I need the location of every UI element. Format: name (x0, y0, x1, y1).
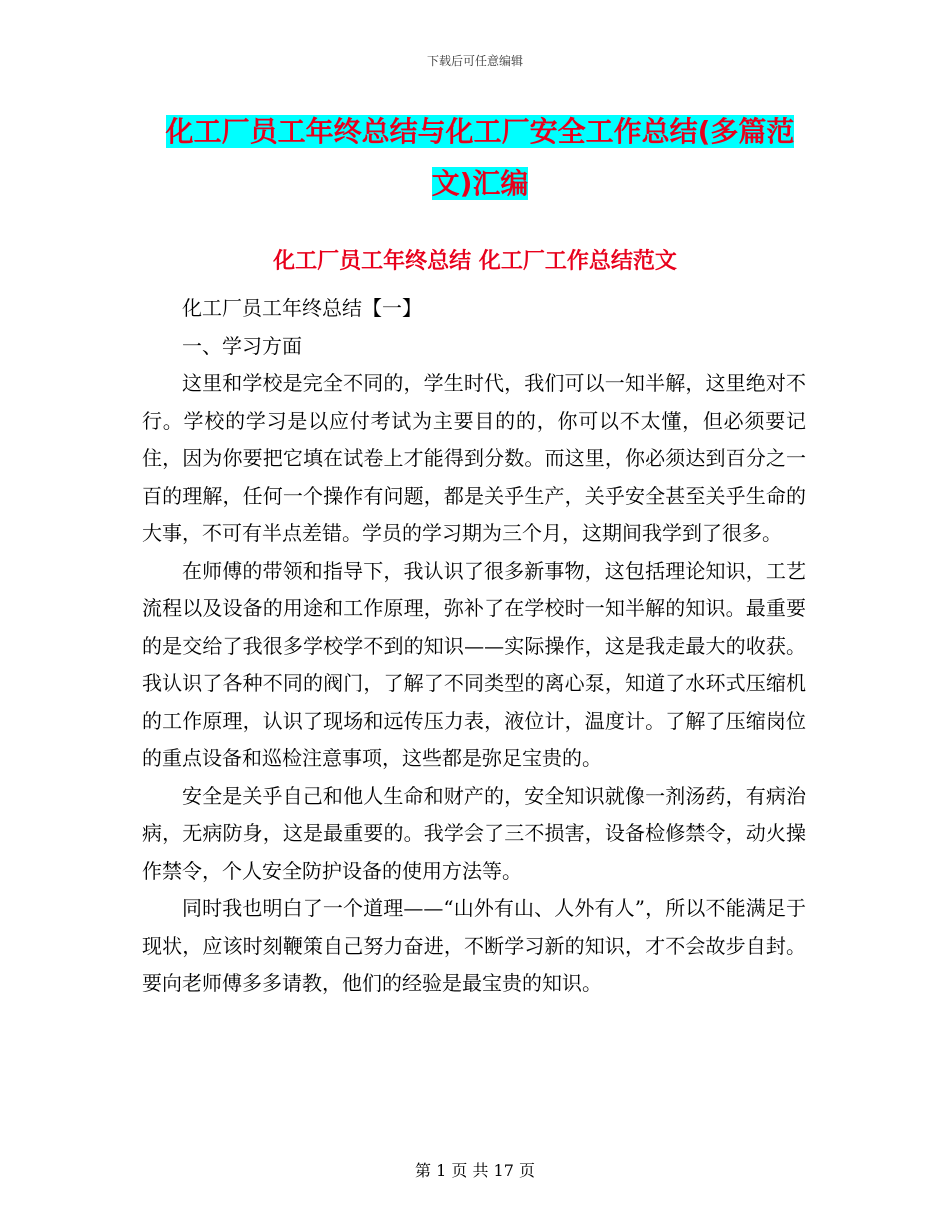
body-paragraph: 这里和学校是完全不同的，学生时代，我们可以一知半解，这里绝对不行。学校的学习是以应付考试为主要目的的，你可以不太懂，但必须要记住，因为你要把它填在试卷上才能得到分数。而这里，你必须达到百分之一百的理解，任何一个操作有问题，都是关乎生产，关乎安全甚至关乎生命的大事，不可有半点差错。学员的学习期为三个月，这期间我学到了很多。 (142, 371, 806, 545)
document-title (140, 106, 820, 210)
body-paragraph: 在师傅的带领和指导下，我认识了很多新事物，这包括理论知识，工艺流程以及设备的用途和工作原理，弥补了在学校时一知半解的知识。最重要的是交给了我很多学校学不到的知识——实际操作，这是我走最大的收获。我认识了各种不同的阀门，了解了不同类型的离心泵，知道了水环式压缩机的工作原理，认识了现场和远传压力表，液位计，温度计。了解了压缩岗位的重点设备和巡检注意事项，这些都是弥足宝贵的。 (142, 558, 806, 770)
document-body (142, 290, 806, 1003)
document-title-line1: 化工厂员工年终总结与化工厂安全工作总结(多篇范 (165, 115, 795, 148)
page-number: 第 1 页 共 17 页 (415, 1161, 535, 1180)
subsection-heading: 一、学习方面 (182, 333, 302, 358)
header-note: 下载后可任意编辑 (426, 54, 523, 68)
document-title-line2: 文)汇编 (431, 167, 529, 200)
document-subtitle: 化工厂员工年终总结 化工厂工作总结范文 (273, 249, 677, 274)
section-heading: 化工厂员工年终总结【一】 (182, 296, 422, 320)
body-paragraph: 安全是关乎自己和他人生命和财产的，安全知识就像一剂汤药，有病治病，无病防身，这是最重要的。我学会了三不损害，设备检修禁令，动火操作禁令，个人安全防护设备的使用方法等。 (142, 783, 806, 883)
body-paragraph: 同时我也明白了一个道理——“山外有山、人外有人”，所以不能满足于现状，应该时刻鞭策自己努力奋进，不断学习新的知识，才不会故步自封。要向老师傅多多请教，他们的经验是最宝贵的知识。 (142, 896, 806, 995)
